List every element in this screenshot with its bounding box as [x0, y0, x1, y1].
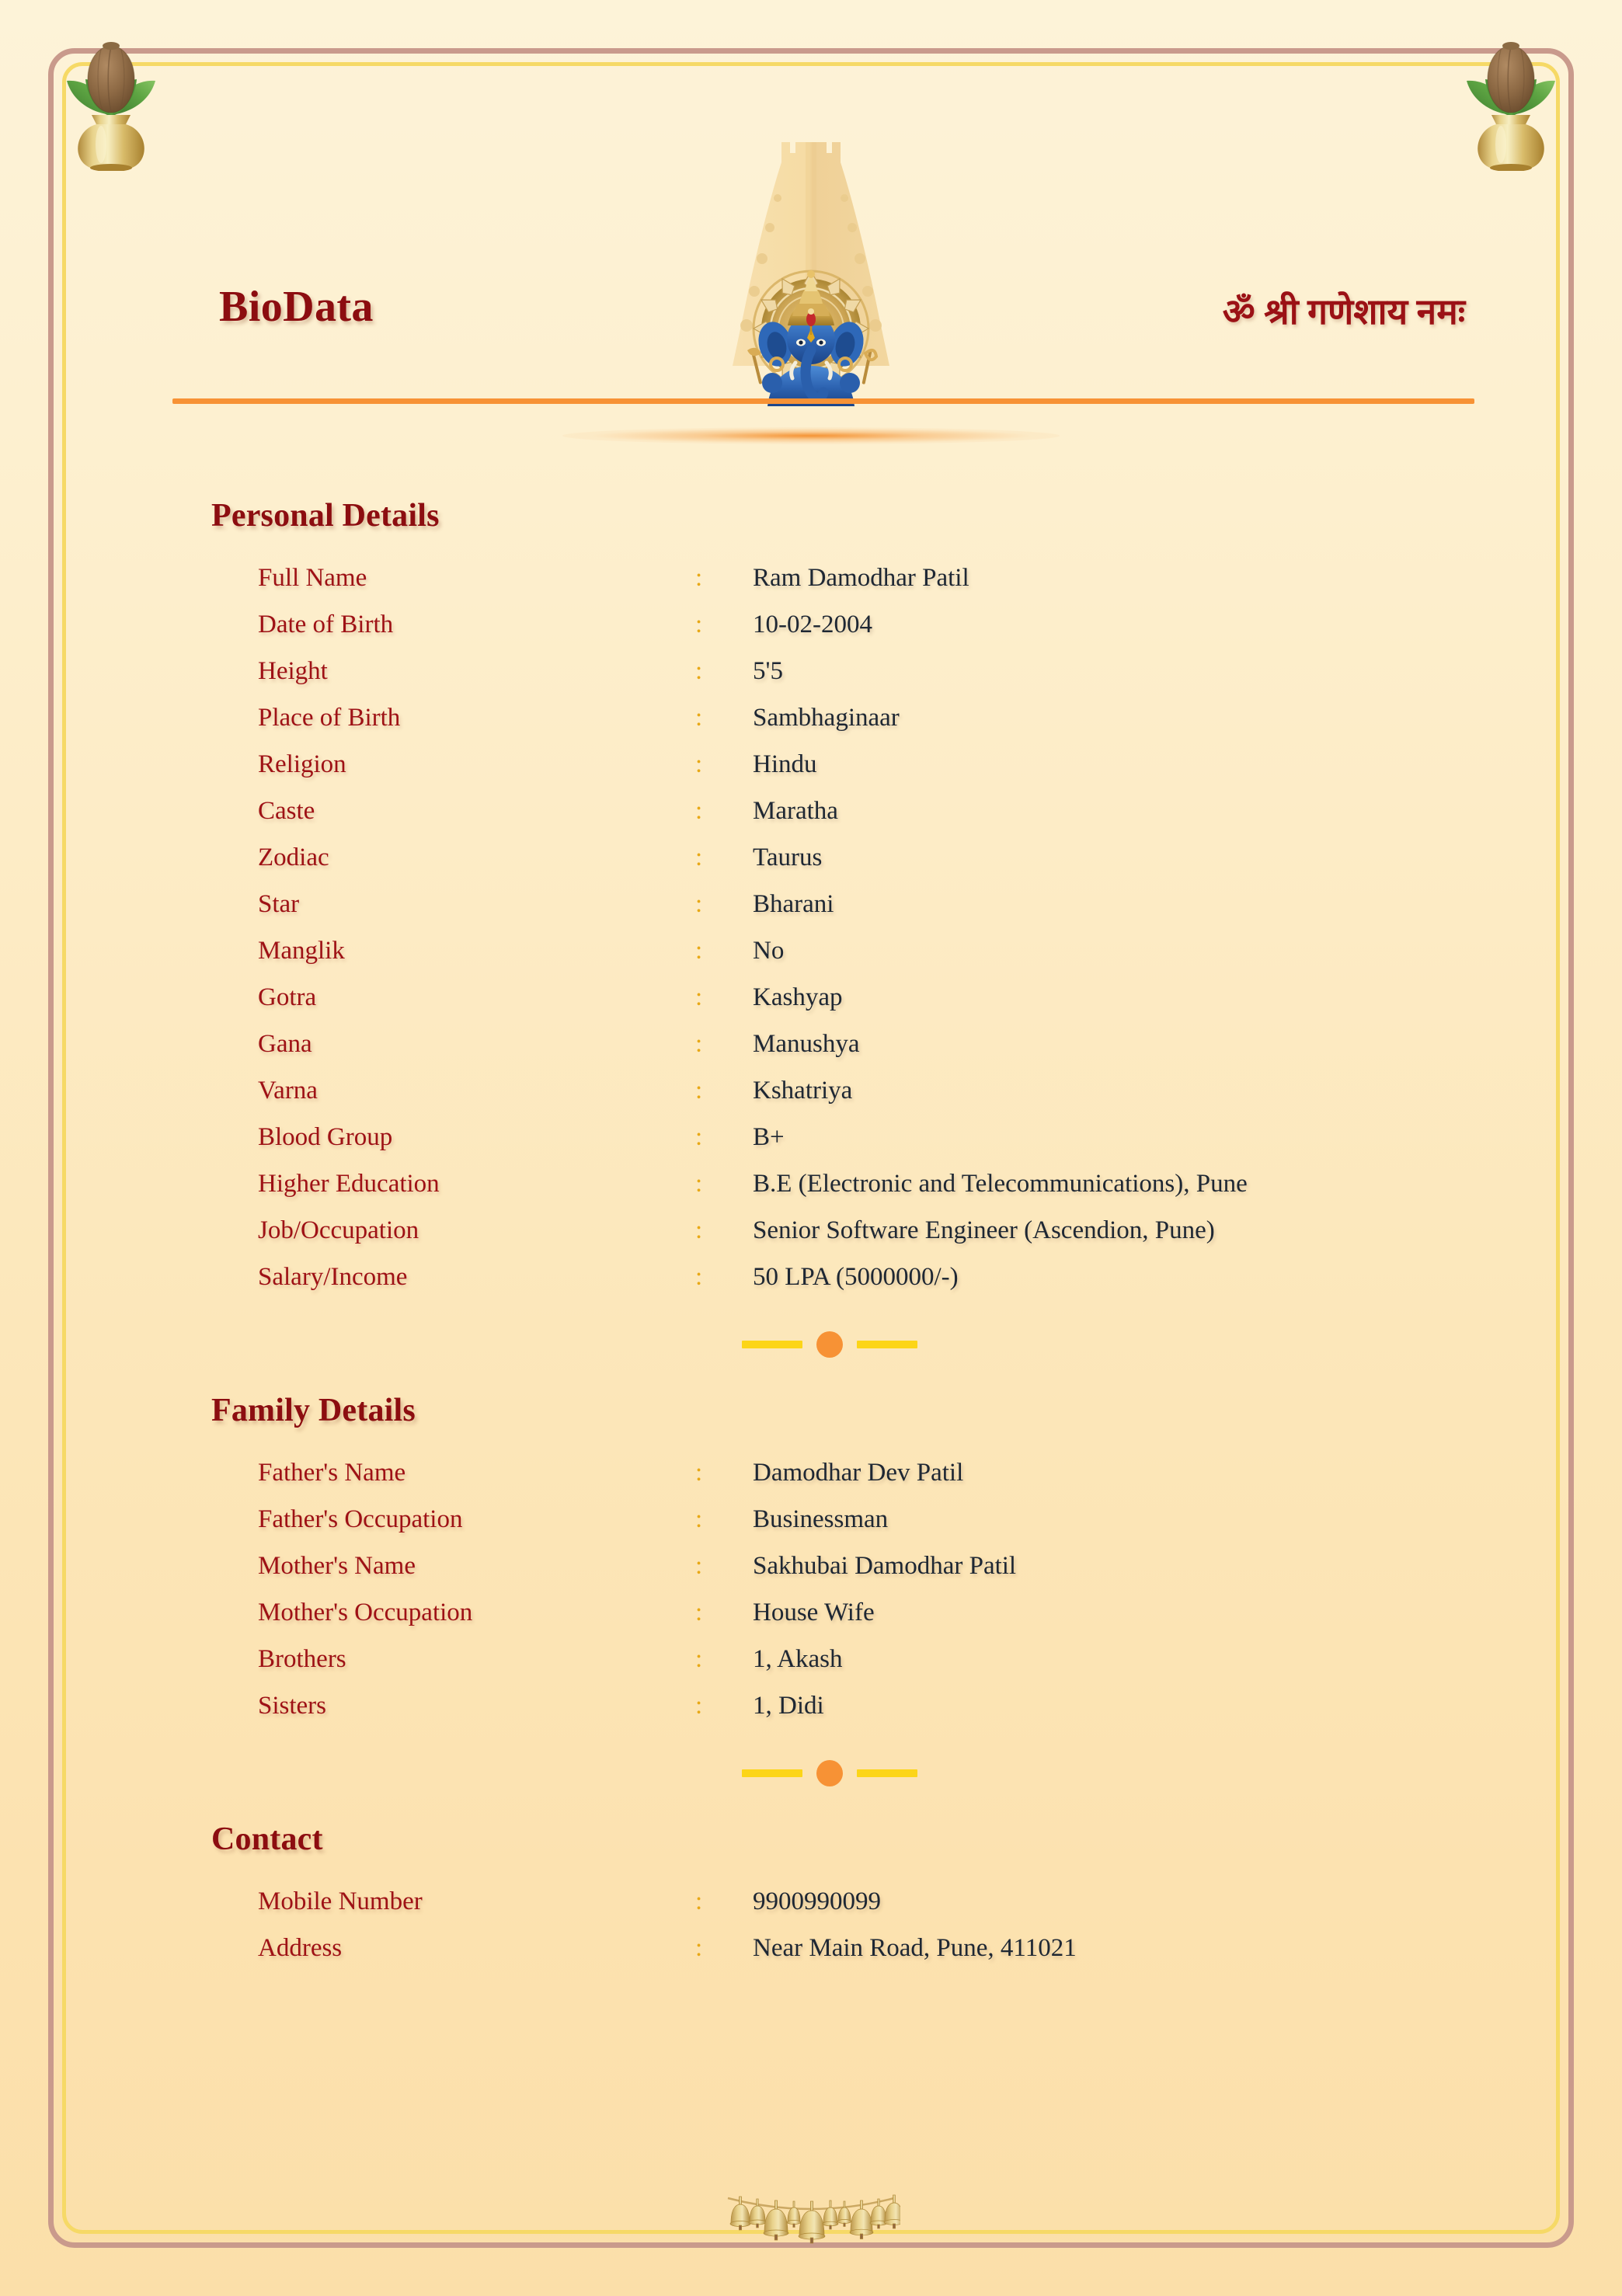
detail-label: Star	[258, 890, 300, 918]
detail-row	[258, 1254, 1248, 1300]
detail-value: House Wife	[753, 1599, 875, 1626]
biodata-content	[0, 497, 1622, 1971]
colon-separator: :	[695, 657, 703, 685]
detail-value: No	[753, 937, 785, 965]
sanskrit-blessing: ॐ श्री गणेशाय नमः	[1222, 292, 1465, 332]
page-title: BioData	[219, 283, 374, 331]
detail-label: Date of Birth	[258, 611, 394, 638]
detail-label: Manglik	[258, 937, 345, 965]
detail-row	[258, 601, 1248, 648]
section-contact	[0, 1821, 1622, 1971]
detail-value: 5'5	[753, 657, 783, 685]
colon-separator: :	[695, 1645, 703, 1673]
section-divider	[0, 1760, 1622, 1786]
detail-value: Senior Software Engineer (Ascendion, Pune)	[753, 1216, 1215, 1244]
temple-bells-icon	[722, 2175, 900, 2245]
detail-value: Maratha	[753, 797, 838, 825]
detail-row	[258, 1543, 1016, 1589]
detail-row	[258, 1449, 1016, 1496]
detail-label: Blood Group	[258, 1123, 393, 1151]
detail-label: Height	[258, 657, 328, 685]
detail-label: Higher Education	[258, 1170, 440, 1198]
ganesha-temple-icon	[714, 136, 908, 439]
detail-row	[258, 927, 1248, 974]
document-header	[87, 78, 1535, 404]
colon-separator: :	[695, 1934, 703, 1962]
colon-separator: :	[695, 983, 703, 1011]
colon-separator: :	[695, 1170, 703, 1198]
detail-row	[258, 741, 1248, 788]
colon-separator: :	[695, 890, 703, 918]
detail-row	[258, 1114, 1248, 1160]
section-personal-details	[0, 497, 1622, 1300]
header-divider-glow	[562, 427, 1060, 444]
detail-row	[258, 1067, 1248, 1114]
colon-separator: :	[695, 1030, 703, 1058]
detail-row	[258, 1878, 1077, 1925]
detail-row	[258, 1636, 1016, 1682]
detail-value: Kshatriya	[753, 1077, 853, 1105]
colon-separator: :	[695, 564, 703, 592]
detail-table	[258, 1878, 1077, 1971]
divider-bar-right	[857, 1341, 917, 1348]
section-title: Personal Details	[211, 498, 440, 534]
section-title: Family Details	[211, 1393, 416, 1428]
detail-label: Gana	[258, 1030, 312, 1058]
detail-value: Damodhar Dev Patil	[753, 1459, 964, 1487]
detail-row	[258, 1160, 1248, 1207]
detail-label: Sisters	[258, 1692, 327, 1720]
colon-separator: :	[695, 797, 703, 825]
detail-value: 9900990099	[753, 1887, 881, 1915]
colon-separator: :	[695, 1692, 703, 1720]
detail-label: Mother's Name	[258, 1552, 416, 1580]
header-divider-line	[172, 398, 1474, 404]
divider-bar-left	[742, 1341, 802, 1348]
colon-separator: :	[695, 1505, 703, 1533]
detail-label: Salary/Income	[258, 1263, 408, 1291]
detail-row	[258, 788, 1248, 834]
detail-value: Sakhubai Damodhar Patil	[753, 1552, 1017, 1580]
detail-row	[258, 834, 1248, 881]
detail-value: Sambhaginaar	[753, 704, 900, 732]
detail-table	[258, 555, 1248, 1300]
detail-row	[258, 1021, 1248, 1067]
section-family-details	[0, 1392, 1622, 1729]
colon-separator: :	[695, 1263, 703, 1291]
colon-separator: :	[695, 1216, 703, 1244]
detail-table	[258, 1449, 1016, 1729]
detail-label: Address	[258, 1934, 343, 1962]
detail-value: B.E (Electronic and Telecommunications), Pune	[753, 1170, 1248, 1198]
detail-label: Mobile Number	[258, 1887, 423, 1915]
detail-value: Businessman	[753, 1505, 889, 1533]
detail-label: Father's Name	[258, 1459, 406, 1487]
detail-label: Caste	[258, 797, 315, 825]
colon-separator: :	[695, 1077, 703, 1105]
detail-row	[258, 555, 1248, 601]
detail-value: 1, Didi	[753, 1692, 824, 1720]
detail-row	[258, 1682, 1016, 1729]
colon-separator: :	[695, 1459, 703, 1487]
detail-row	[258, 1207, 1248, 1254]
colon-separator: :	[695, 1599, 703, 1626]
detail-value: 1, Akash	[753, 1645, 843, 1673]
detail-label: Place of Birth	[258, 704, 401, 732]
detail-row	[258, 1589, 1016, 1636]
colon-separator: :	[695, 1123, 703, 1151]
detail-label: Zodiac	[258, 844, 329, 871]
colon-separator: :	[695, 611, 703, 638]
detail-value: Kashyap	[753, 983, 843, 1011]
colon-separator: :	[695, 937, 703, 965]
detail-row	[258, 881, 1248, 927]
detail-value: 10-02-2004	[753, 611, 872, 638]
detail-value: 50 LPA (5000000/-)	[753, 1263, 959, 1291]
detail-label: Job/Occupation	[258, 1216, 419, 1244]
colon-separator: :	[695, 750, 703, 778]
divider-dot	[816, 1760, 843, 1786]
detail-label: Father's Occupation	[258, 1505, 463, 1533]
divider-dot	[816, 1331, 843, 1358]
section-divider	[0, 1331, 1622, 1358]
detail-label: Religion	[258, 750, 346, 778]
detail-value: Ram Damodhar Patil	[753, 564, 969, 592]
detail-label: Brothers	[258, 1645, 346, 1673]
detail-row	[258, 694, 1248, 741]
detail-value: Bharani	[753, 890, 834, 918]
detail-row	[258, 648, 1248, 694]
detail-row	[258, 974, 1248, 1021]
divider-bar-left	[742, 1769, 802, 1777]
detail-label: Full Name	[258, 564, 367, 592]
detail-row	[258, 1496, 1016, 1543]
colon-separator: :	[695, 844, 703, 871]
detail-label: Mother's Occupation	[258, 1599, 473, 1626]
detail-value: Near Main Road, Pune, 411021	[753, 1934, 1077, 1962]
detail-value: Taurus	[753, 844, 823, 871]
colon-separator: :	[695, 1552, 703, 1580]
detail-row	[258, 1925, 1077, 1971]
detail-value: B+	[753, 1123, 785, 1151]
detail-label: Varna	[258, 1077, 318, 1105]
detail-label: Gotra	[258, 983, 317, 1011]
detail-value: Manushya	[753, 1030, 860, 1058]
divider-bar-right	[857, 1769, 917, 1777]
section-title: Contact	[211, 1821, 323, 1857]
detail-value: Hindu	[753, 750, 817, 778]
colon-separator: :	[695, 704, 703, 732]
colon-separator: :	[695, 1887, 703, 1915]
